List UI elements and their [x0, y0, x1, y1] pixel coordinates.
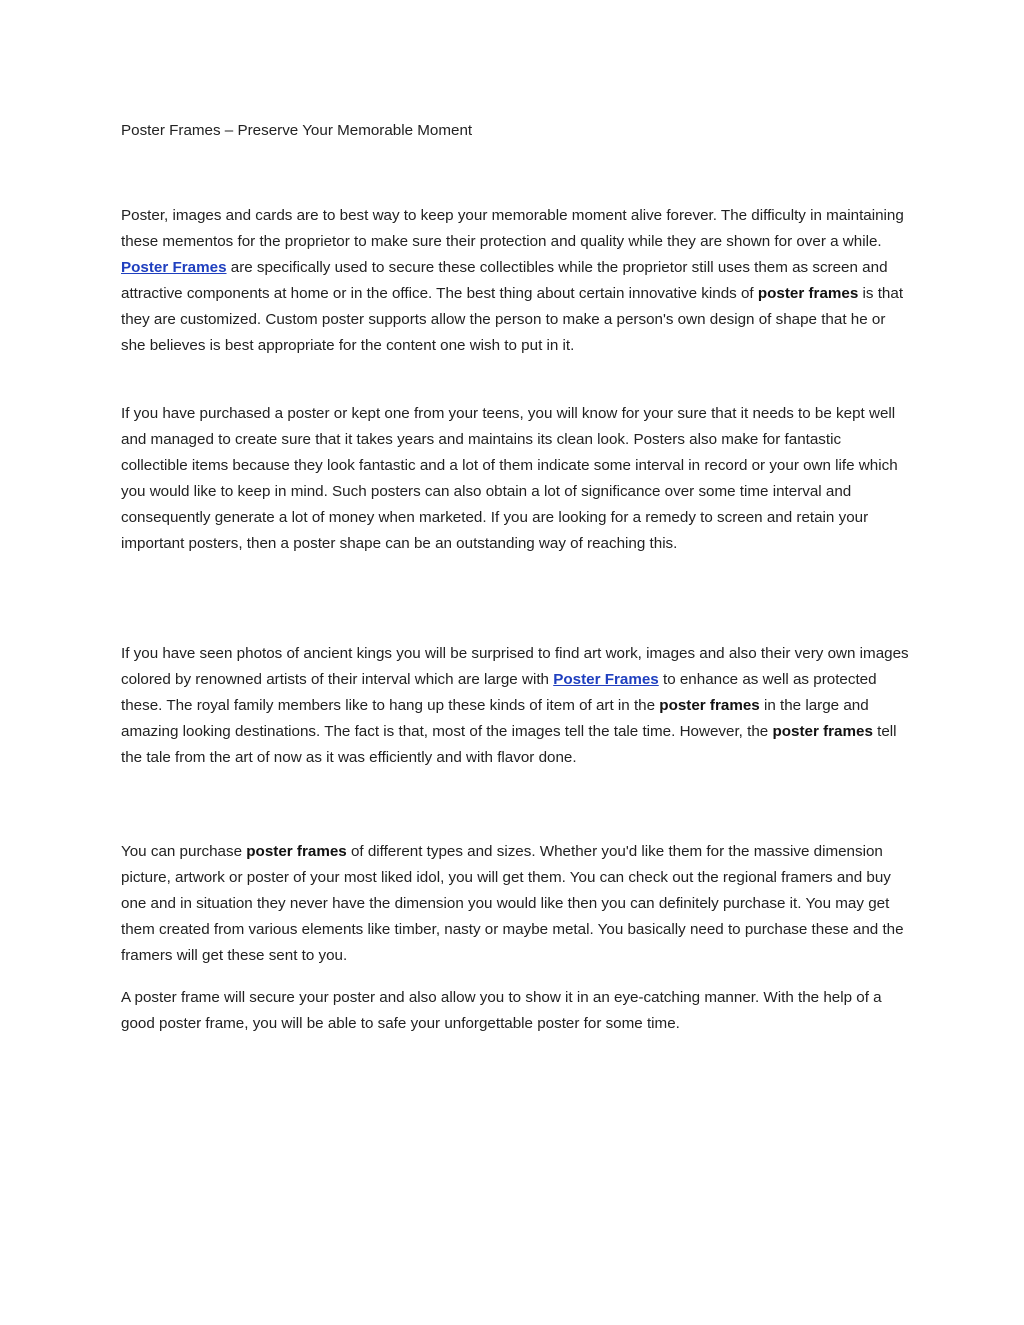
paragraph-3 [121, 641, 911, 771]
poster-frames-link-1[interactable]: Poster Frames [121, 259, 227, 276]
paragraph-3-text-c: in the large and amazing looking destinations. The fact is that, most of the images tell the tale time. However, the [121, 697, 869, 740]
paragraph-4-bold-term: poster frames [246, 843, 347, 860]
paragraph-1-text-a: Poster, images and cards are to best way to keep your memorable moment alive forever. The difficulty in maintaining these mementos for the proprietor to make sure their protection and quality while they are shown for over a while. [121, 207, 904, 250]
poster-frames-link-2[interactable]: Poster Frames [553, 671, 659, 688]
paragraph-3-text-d: tell the tale from the art of now as it was efficiently and with flavor done. [121, 723, 897, 766]
paragraph-3-bold-term-2: poster frames [772, 723, 873, 740]
paragraph-4-text-b: of different types and sizes. Whether you'd like them for the massive dimension picture, artwork or poster of your most liked idol, you will get them. You can check out the regional framers and buy one and in situation they never have the dimension you would like then you can definitely purchase it. You may get them created from various elements like timber, nasty or maybe metal. You basically need to purchase these and the framers will get these sent to you. [121, 843, 904, 964]
paragraph-4 [121, 839, 911, 969]
paragraph-2: If you have purchased a poster or kept one from your teens, you will know for your sure that it needs to be kept well and managed to create sure that it takes years and maintains its clean look. Posters also make for fantastic collectible items because they look fantastic and a lot of them indicate some interval in record or your own life which you would like to keep in mind. Such posters can also obtain a lot of significance over some time interval and consequently generate a lot of money when marketed. If you are looking for a remedy to screen and retain your important posters, then a poster shape can be an outstanding way of reaching this. [121, 405, 898, 552]
paragraph-3-text-a: If you have seen photos of ancient kings you will be surprised to find art work, images and also their very own images colored by renowned artists of their interval which are large with [121, 645, 909, 688]
paragraph-1-bold-term: poster frames [757, 285, 859, 302]
paragraph-3-bold-term-1: poster frames [659, 697, 760, 714]
paragraph-4-text-a: You can purchase [121, 843, 247, 860]
document-title: Poster Frames – Preserve Your Memorable Moment [121, 122, 473, 139]
paragraph-5: A poster frame will secure your poster and also allow you to show it in an eye-catching manner. With the help of a good poster frame, you will be able to safe your unforgettable poster for some time. [121, 989, 882, 1032]
paragraph-1-text-b: are specifically used to secure these collectibles while the proprietor still uses them as screen and attractive components at home or in the office. The best thing about certain innovative kinds of [121, 259, 888, 302]
paragraph-1-text-c: is that they are customized. Custom poster supports allow the person to make a person's own design of shape that he or she believes is best appropriate for the content one wish to put in it. [121, 285, 904, 354]
paragraph-3-text-b: to enhance as well as protected these. The royal family members like to hang up these kinds of item of art in the [121, 671, 877, 714]
paragraph-1 [121, 203, 911, 359]
